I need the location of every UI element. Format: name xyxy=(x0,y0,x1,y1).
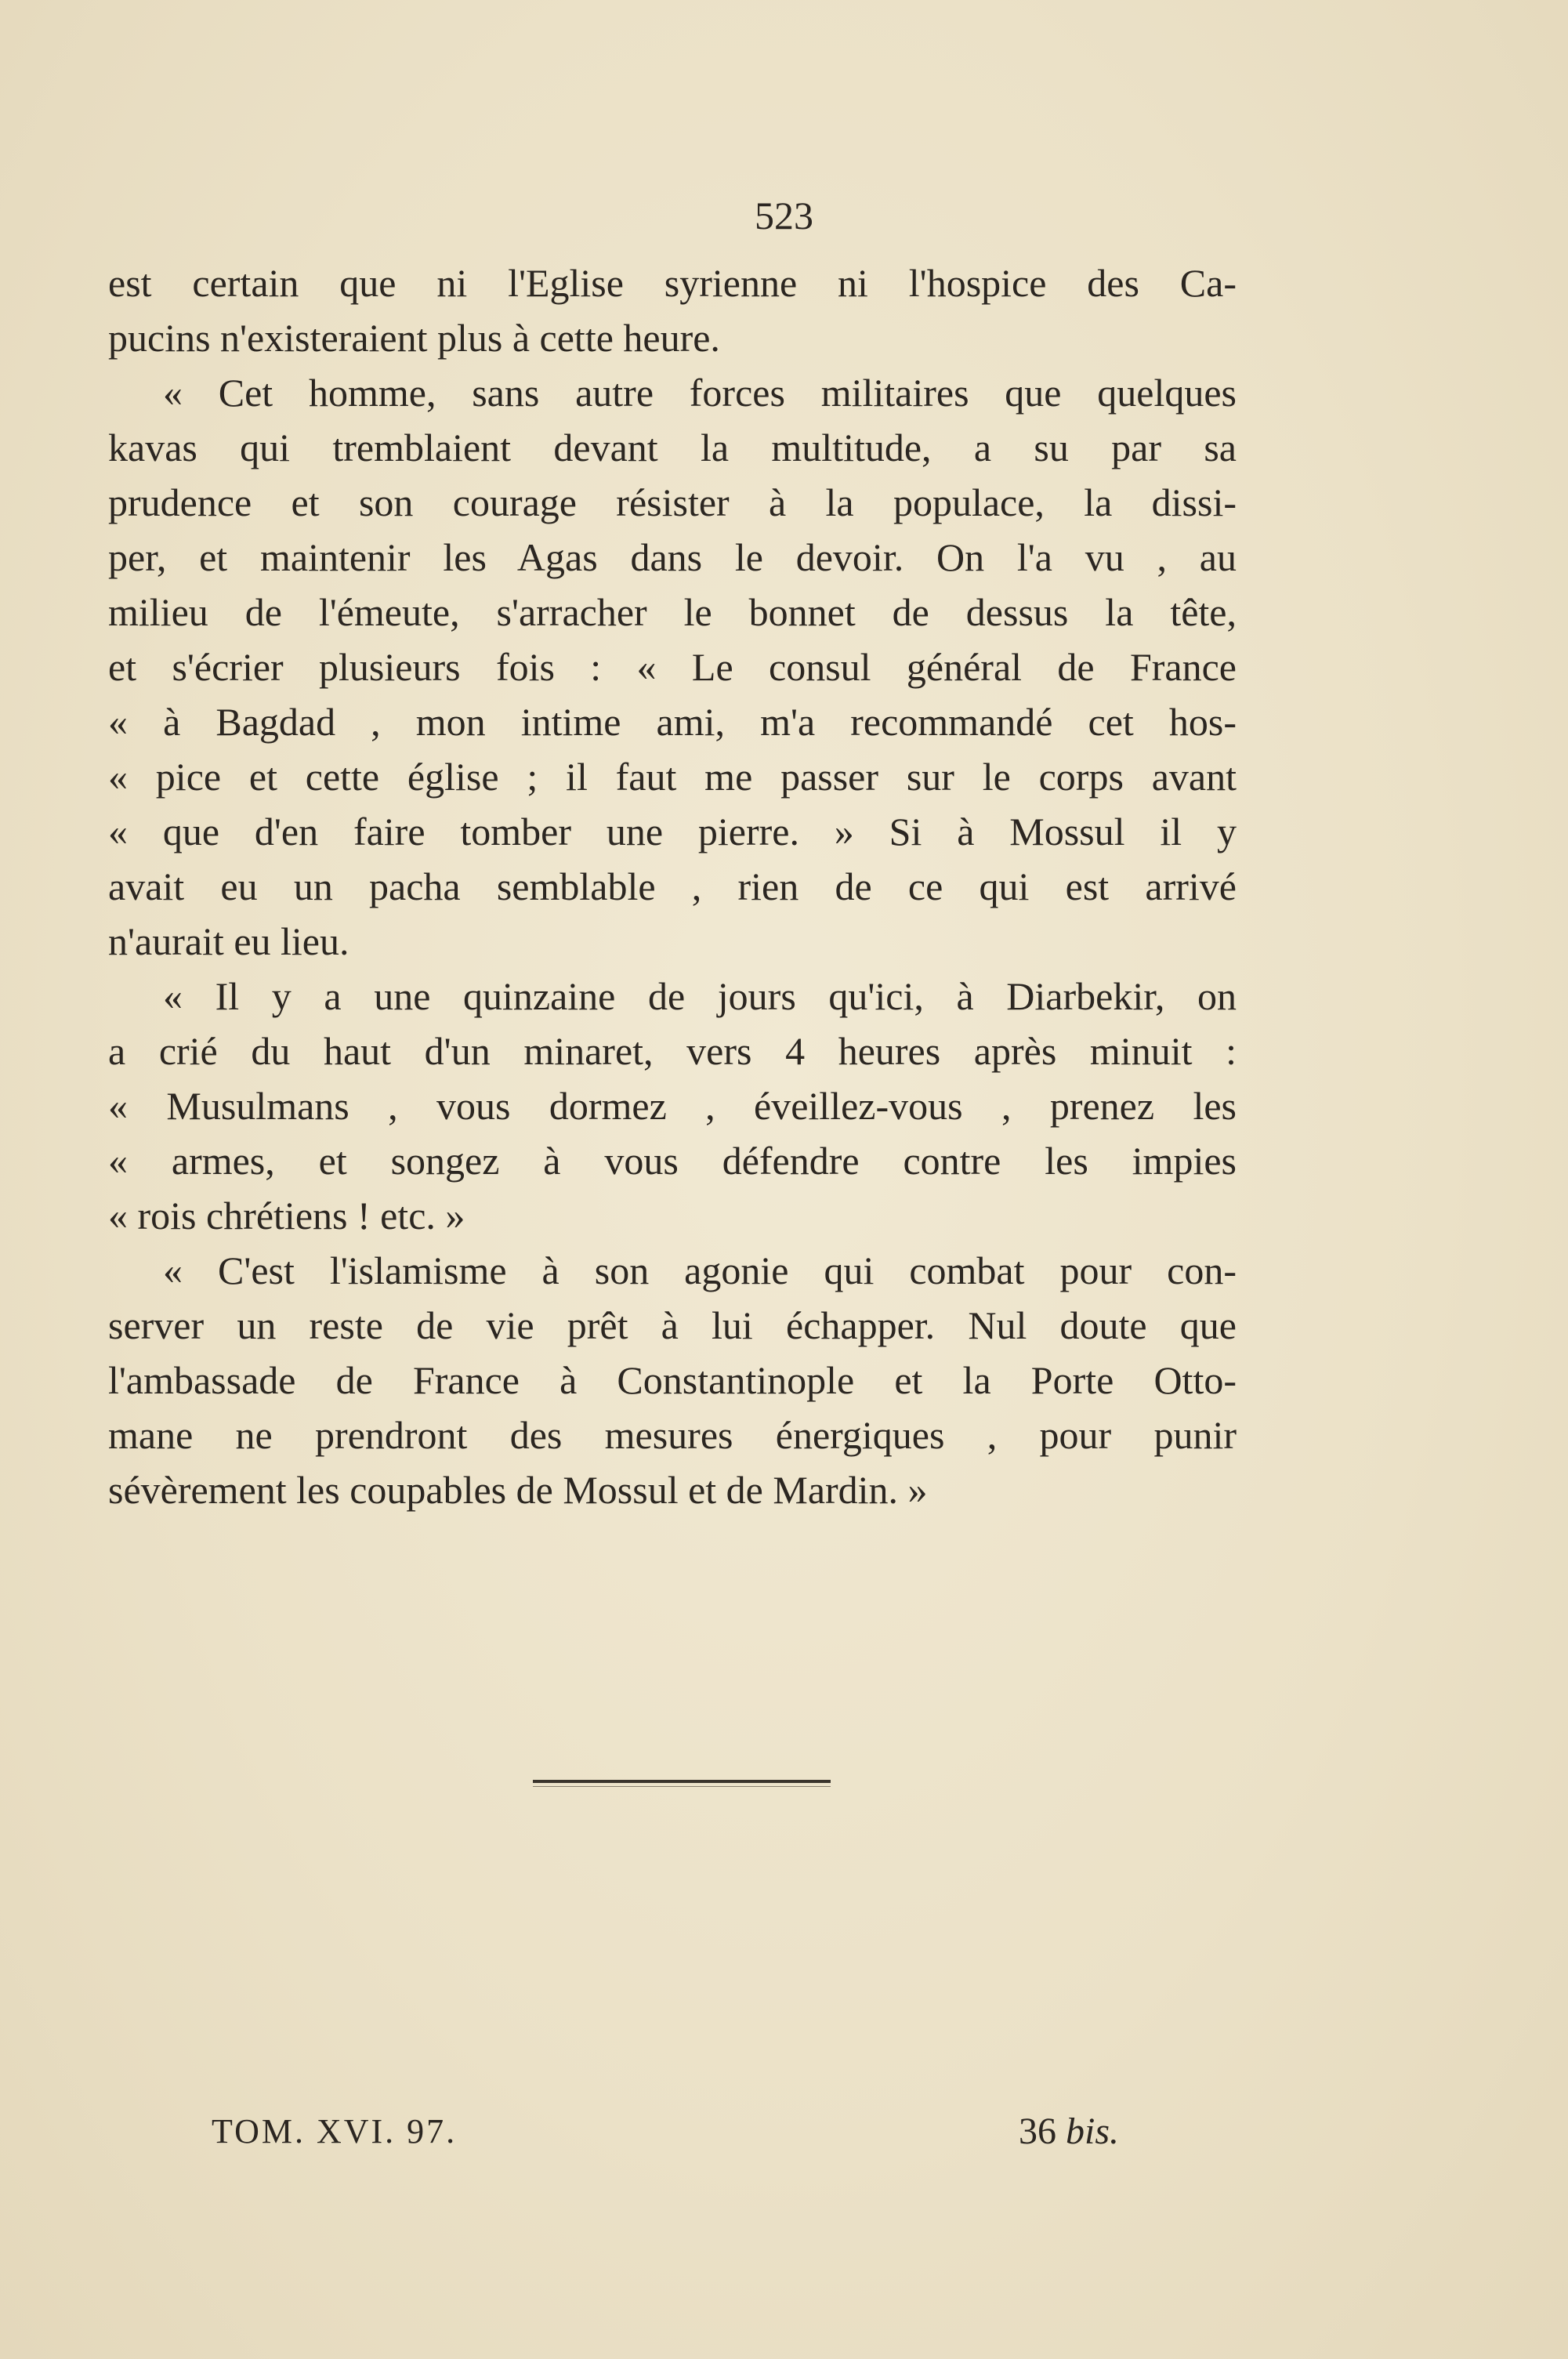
text-line: « rois chrétiens ! etc. » xyxy=(108,1194,465,1237)
printer-signature: TOM. XVI. 97. xyxy=(212,2112,458,2151)
section-divider xyxy=(533,1780,831,1783)
text-line: milieu de l'émeute, s'arracher le bonnet de dessus la tête, xyxy=(108,590,1237,634)
text-line: « que d'en faire tomber une pierre. » Si à Mossul il y xyxy=(108,810,1237,853)
body-text xyxy=(108,255,1237,1517)
text-line: a crié du haut d'un minaret, vers 4 heures après minuit : xyxy=(108,1029,1237,1073)
text-line: avait eu un pacha semblable , rien de ce qui est arrivé xyxy=(108,864,1237,908)
text-line: l'ambassade de France à Constantinople et la Porte Otto- xyxy=(108,1358,1237,1402)
text-line: pucins n'existeraient plus à cette heure. xyxy=(108,316,720,360)
sheet-number: 36 xyxy=(1019,2111,1056,2152)
text-line: « à Bagdad , mon intime ami, m'a recommandé cet hos- xyxy=(108,700,1237,744)
text-line: est certain que ni l'Eglise syrienne ni l'hospice des Ca- xyxy=(108,261,1237,305)
text-line: et s'écrier plusieurs fois : « Le consul général de France xyxy=(108,645,1237,689)
text-line: « armes, et songez à vous défendre contre les impies xyxy=(108,1139,1237,1183)
text-line: sévèrement les coupables de Mossul et de Mardin. » xyxy=(108,1468,928,1512)
page-number: 523 xyxy=(755,194,813,237)
text-line: server un reste de vie prêt à lui échapper. Nul doute que xyxy=(108,1303,1237,1347)
text-line: kavas qui tremblaient devant la multitude, a su par sa xyxy=(108,426,1237,469)
text-line: mane ne prendront des mesures énergiques , pour punir xyxy=(108,1413,1237,1457)
text-line: « Il y a une quinzaine de jours qu'ici, à Diarbekir, on xyxy=(163,974,1237,1018)
text-line: « Musulmans , vous dormez , éveillez-vous , prenez les xyxy=(108,1084,1237,1128)
text-line: prudence et son courage résister à la populace, la dissi- xyxy=(108,480,1237,524)
text-line: n'aurait eu lieu. xyxy=(108,919,349,963)
text-line: « C'est l'islamisme à son agonie qui combat pour con- xyxy=(163,1248,1237,1292)
text-line: « Cet homme, sans autre forces militaires que quelques xyxy=(163,371,1237,415)
sheet-mark xyxy=(1019,2108,1119,2155)
sheet-suffix: bis. xyxy=(1066,2111,1120,2152)
text-line: « pice et cette église ; il faut me passer sur le corps avant xyxy=(108,755,1237,799)
text-line: per, et maintenir les Agas dans le devoir. On l'a vu , au xyxy=(108,535,1237,579)
